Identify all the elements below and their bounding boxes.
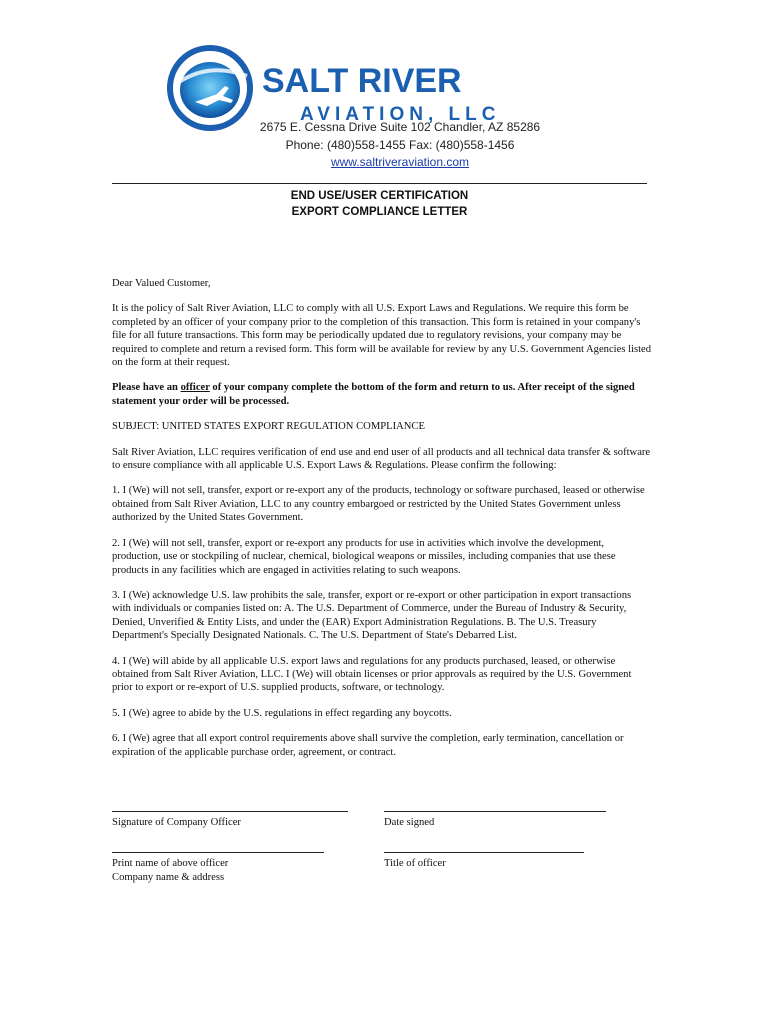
date-signed-field[interactable] bbox=[384, 811, 606, 830]
header-divider bbox=[112, 183, 647, 184]
company-address-label: Company name & address bbox=[112, 871, 225, 883]
letterhead-phone-fax: Phone: (480)558-1455 Fax: (480)558-1456 bbox=[285, 138, 515, 152]
document-title-line2: EXPORT COMPLIANCE LETTER bbox=[291, 206, 468, 218]
greeting: Dear Valued Customer, bbox=[112, 278, 211, 289]
compliance-item-5: 5. I (We) agree to abide by the U.S. regulations in effect regarding any boycotts. bbox=[112, 707, 452, 719]
letter-body bbox=[112, 277, 652, 771]
logo-wordmark: SALT RIVER bbox=[262, 62, 462, 100]
compliance-item-6: 6. I (We) agree that all export control requirements above shall survive the completion, early termination, cancellation or expiration of the applicable purchase order, agreement, or contract. bbox=[112, 733, 624, 758]
verification-paragraph: Salt River Aviation, LLC requires verification of end use and end user of all products and all technical data transfer & software to ensure compliance with all applicable U.S. Export Laws & Regulations. Please confirm the following: bbox=[112, 446, 651, 472]
officer-signature-label: Signature of Company Officer bbox=[112, 817, 241, 828]
officer-instruction: Please have an officer of your company complete the bottom of the form and return to us. After receipt of the signed statement your order will be processed. bbox=[112, 382, 635, 407]
officer-title-field[interactable] bbox=[384, 852, 584, 871]
letterhead-address: 2675 E. Cessna Drive Suite 102 Chandler, AZ 85286 bbox=[259, 120, 541, 134]
letterhead-website-link[interactable]: www.saltriveraviation.com bbox=[330, 155, 470, 169]
compliance-item-4: 4. I (We) will abide by all applicable U.S. export laws and regulations for any products purchased, leased, or otherwise obtained from Salt River Aviation, LLC. I (We) will obtain licenses or prior approvals as required by the U.S. Government prior to export or re-export of U.S. supplied products, software, or technology. bbox=[112, 655, 632, 694]
compliance-item-1: 1. I (We) will not sell, transfer, export or re-export any of the products, technology or software purchased, leased or otherwise obtained from Salt River Aviation, LLC to any country embargoed or restricted by the United States Government unless authorized by the United States Government. bbox=[112, 485, 645, 524]
print-name-field[interactable] bbox=[112, 852, 324, 884]
logo-submark: AVIATION, LLC bbox=[300, 104, 501, 125]
print-name-label: Print name of above officer bbox=[112, 858, 229, 869]
document-title-line1: END USE/USER CERTIFICATION bbox=[290, 190, 469, 202]
officer-emphasis: officer bbox=[180, 382, 210, 394]
officer-title-label: Title of officer bbox=[384, 858, 446, 869]
subject-line: SUBJECT: UNITED STATES EXPORT REGULATION COMPLIANCE bbox=[112, 421, 425, 433]
intro-paragraph: It is the policy of Salt River Aviation, LLC to comply with all U.S. Export Laws and Regulations. We require this form be completed by an officer of your company prior to the completion of this transaction. This form is retained in your company's file for all future transactions. This form may be periodically updated due to regulatory revisions, your company may be required to complete and return a revised form. This form will be available for review by any U.S. Government Agencies listed on the form at their request. bbox=[112, 303, 652, 369]
compliance-item-2: 2. I (We) will not sell, transfer, export or re-export any products for use in activities which involve the development, production, use or stockpiling of nuclear, chemical, biological weapons or missiles, including companies that use these products in any facilities which are engaged in activities relating to such weapons. bbox=[112, 537, 616, 576]
salt-river-logo bbox=[165, 42, 525, 132]
compliance-item-3: 3. I (We) acknowledge U.S. law prohibits the sale, transfer, export or re-export or other participation in export transactions with individuals or companies listed on: A. The U.S. Department of Commerce, under the Bureau of Industry & Security, Denied, Unverified & Entity Lists, and under the (EAR) Export Administration Regulations. B. The U.S. Treasury Department's Specially Designated Nationals. C. The U.S. Department of State's Debarred List. bbox=[112, 589, 632, 642]
officer-signature-field[interactable] bbox=[112, 811, 348, 830]
date-signed-label: Date signed bbox=[384, 817, 435, 828]
